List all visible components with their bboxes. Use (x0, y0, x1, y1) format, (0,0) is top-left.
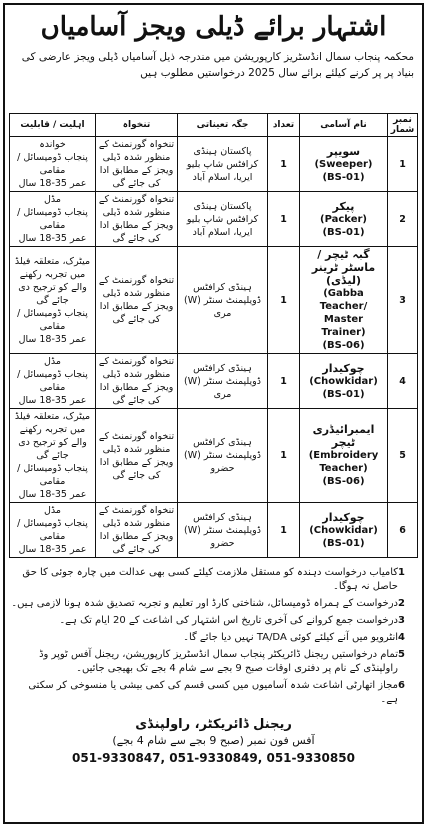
serial-cell: 3 (388, 247, 418, 354)
table-row (10, 354, 418, 409)
serial-cell: 5 (388, 409, 418, 503)
eligibility-age: عمر 35-18 سال (18, 544, 87, 555)
salary-cell: تنخواہ گورنمنٹ کے منظور شدہ ڈیلی ویجز کے مطابق ادا کی جائے گی (96, 137, 178, 192)
vacancies-table (9, 113, 418, 558)
list-item (11, 566, 412, 594)
post-name-urdu: ایمبرائیڈری ٹیچر (312, 423, 375, 449)
count-cell: 1 (268, 247, 300, 354)
post-name-english: (Gabba Teacher/ Master Trainer) (319, 288, 368, 338)
post-name-urdu: سویپر (326, 144, 361, 158)
eligibility-qualification: میٹرک، متعلقہ فیلڈ میں تجربہ رکھنے والے کو ترجیح دی جائے گی (14, 411, 91, 461)
eligibility-domicile: پنجاب ڈومیسائل / مقامی (17, 207, 88, 231)
serial-cell: 6 (388, 503, 418, 558)
table-row (10, 192, 418, 247)
footer-block (5, 717, 422, 765)
list-item (11, 648, 412, 676)
term-number: 6 (398, 680, 405, 691)
count-cell: 1 (268, 137, 300, 192)
salary-cell: تنخواہ گورنمنٹ کے منظور شدہ ڈیلی ویجز کے مطابق ادا کی جائے گی (96, 192, 178, 247)
term-text: انٹرویو میں آنے کیلئے کوئی TA/DA نہیں دیا جائے گا۔ (183, 632, 398, 643)
count-cell: 1 (268, 503, 300, 558)
eligibility-age: عمر 35-18 سال (18, 178, 87, 189)
eligibility-cell (10, 409, 96, 503)
eligibility-cell (10, 192, 96, 247)
term-text: تمام درخواستیں ریجنل ڈائریکٹر پنجاب سمال انڈسٹریز کارپوریشن، ریجنل آفس ٹوپر وڈ راولپنڈی کے نام پر دفتری اوقات صبح 9 بجے سے شام 4 بجے تک بھیجی جائیں۔ (39, 649, 398, 674)
terms-list (5, 558, 422, 707)
term-text: درخواست جمع کروانے کی آخری تاریخ اس اشتہار کی اشاعت کے 20 ایام تک ہے۔ (59, 615, 398, 626)
eligibility-age: عمر 35-18 سال (18, 489, 87, 500)
eligibility-cell (10, 503, 96, 558)
term-number: 5 (398, 649, 405, 660)
post-name-urdu: پیکر (332, 199, 355, 213)
count-cell: 1 (268, 354, 300, 409)
post-scale: (BS-01) (322, 388, 365, 400)
term-text: کامیاب درخواست دہندہ کو مستقل ملازمت کیلئے کسی بھی عدالت میں چارہ جوئی کا حق حاصل نہ ہوگا۔ (22, 567, 398, 592)
eligibility-cell (10, 137, 96, 192)
eligibility-domicile: پنجاب ڈومیسائل / مقامی (17, 152, 88, 176)
place-cell: ہینڈی کرافٹس ڈویلپمنٹ سنٹر (W) مری (178, 247, 268, 354)
term-number: 2 (398, 598, 405, 609)
term-text: مجاز اتھارٹی اشاعت شدہ آسامیوں میں کسی قسم کی کمی بیشی یا منسوخی کر سکتی ہے۔ (28, 680, 398, 705)
post-cell (300, 137, 388, 192)
place-cell: ہینڈی کرافٹس ڈویلپمنٹ سنٹر (W) حضرو (178, 409, 268, 503)
post-cell (300, 192, 388, 247)
post-cell (300, 247, 388, 354)
count-cell: 1 (268, 409, 300, 503)
eligibility-domicile: پنجاب ڈومیسائل / مقامی (17, 463, 88, 487)
serial-cell: 1 (388, 137, 418, 192)
salary-cell: تنخواہ گورنمنٹ کے منظور شدہ ڈیلی ویجز کے مطابق ادا کی جائے گی (96, 354, 178, 409)
header-serial: نمبر شمار (388, 114, 418, 137)
salary-cell: تنخواہ گورنمنٹ کے منظور شدہ ڈیلی ویجز کے مطابق ادا کی جائے گی (96, 503, 178, 558)
table-row (10, 247, 418, 354)
salary-cell: تنخواہ گورنمنٹ کے منظور شدہ ڈیلی ویجز کے مطابق ادا کی جائے گی (96, 409, 178, 503)
header-post: نام آسامی (300, 114, 388, 137)
advertisement-page (3, 3, 424, 824)
header-eligibility: اہلیت / قابلیت (10, 114, 96, 137)
eligibility-age: عمر 35-18 سال (18, 333, 87, 345)
table-row (10, 409, 418, 503)
post-name-english: (Embroidery Teacher) (308, 450, 379, 474)
post-name-urdu: گبہ ٹیچر / ماسٹر ٹرینر (لیڈی) (311, 248, 376, 287)
office-phone-label: آفس فون نمبر (صبح 9 بجے سے شام 4 بجے) (112, 734, 315, 747)
serial-cell: 4 (388, 354, 418, 409)
term-number: 3 (398, 615, 405, 626)
salary-cell: تنخواہ گورنمنٹ کے منظور شدہ ڈیلی ویجز کے مطابق ادا کی جائے گی (96, 247, 178, 354)
post-cell (300, 354, 388, 409)
list-item (11, 597, 412, 611)
term-text: درخواست کے ہمراہ ڈومیسائل، شناختی کارڈ اور تعلیم و تجربہ تصدیق شدہ ہونا لازمی ہیں۔ (11, 598, 398, 609)
header-place: جگہ تعیناتی (178, 114, 268, 137)
post-name-english: (Chowkidar) (309, 524, 378, 536)
place-cell: ہینڈی کرافٹس ڈویلپمنٹ سنٹر (W) مری (178, 354, 268, 409)
table-header-row (10, 114, 418, 137)
eligibility-qualification: مڈل (44, 194, 61, 205)
post-name-urdu: چوکیدار (322, 361, 365, 375)
post-name-urdu: چوکیدار (322, 510, 365, 524)
post-scale: (BS-01) (322, 537, 365, 549)
post-name-english: (Chowkidar) (309, 375, 378, 387)
signatory: ریجنل ڈائریکٹر، راولپنڈی (135, 717, 292, 732)
eligibility-age: عمر 35-18 سال (18, 233, 87, 244)
header-salary: تنخواہ (96, 114, 178, 137)
ad-title: اشتہار برائے ڈیلی ویجز آسامیاں (40, 12, 387, 42)
eligibility-qualification: میٹرک، متعلقہ فیلڈ میں تجربہ رکھنے والے کو ترجیح دی جائے گی (14, 255, 91, 306)
header-count: تعداد (268, 114, 300, 137)
eligibility-age: عمر 35-18 سال (18, 395, 87, 406)
eligibility-qualification: مڈل (44, 505, 61, 516)
post-cell (300, 409, 388, 503)
eligibility-domicile: پنجاب ڈومیسائل / مقامی (17, 307, 88, 332)
place-cell: پاکستان ہینڈی کرافٹس شاپ بلیو ایریا، اسلام آباد (178, 137, 268, 192)
eligibility-domicile: پنجاب ڈومیسائل / مقامی (17, 369, 88, 393)
eligibility-qualification: خواندہ (39, 139, 66, 150)
post-name-english: (Packer) (320, 213, 367, 225)
term-number: 4 (398, 632, 405, 643)
list-item (11, 631, 412, 645)
serial-cell: 2 (388, 192, 418, 247)
phone-numbers: 051-9330847, 051-9330849, 051-9330850 (72, 751, 355, 765)
intro-paragraph: محکمہ پنجاب سمال انڈسٹریز کارپوریشن میں مندرجہ ذیل آسامیاں ڈیلی ویجز عارضی کی بنیاد پر پر کرنے کیلئے برائے سال 2025 درخواستیں مطلوب ہیں (21, 51, 414, 79)
term-number: 1 (398, 567, 405, 578)
post-scale: (BS-01) (322, 171, 365, 183)
place-cell: پاکستان ہینڈی کرافٹس شاپ بلیو ایریا، اسلام آباد (178, 192, 268, 247)
eligibility-qualification: مڈل (44, 356, 61, 367)
eligibility-cell (10, 247, 96, 354)
post-scale: (BS-06) (322, 340, 365, 351)
eligibility-domicile: پنجاب ڈومیسائل / مقامی (17, 518, 88, 542)
count-cell: 1 (268, 192, 300, 247)
eligibility-cell (10, 354, 96, 409)
post-cell (300, 503, 388, 558)
post-scale: (BS-01) (322, 226, 365, 238)
table-row (10, 137, 418, 192)
place-cell: ہینڈی کرافٹس ڈویلپمنٹ سنٹر (W) حضرو (178, 503, 268, 558)
post-scale: (BS-06) (322, 476, 365, 487)
post-name-english: (Sweeper) (314, 158, 373, 170)
list-item (11, 614, 412, 628)
list-item (11, 679, 412, 707)
table-row (10, 503, 418, 558)
